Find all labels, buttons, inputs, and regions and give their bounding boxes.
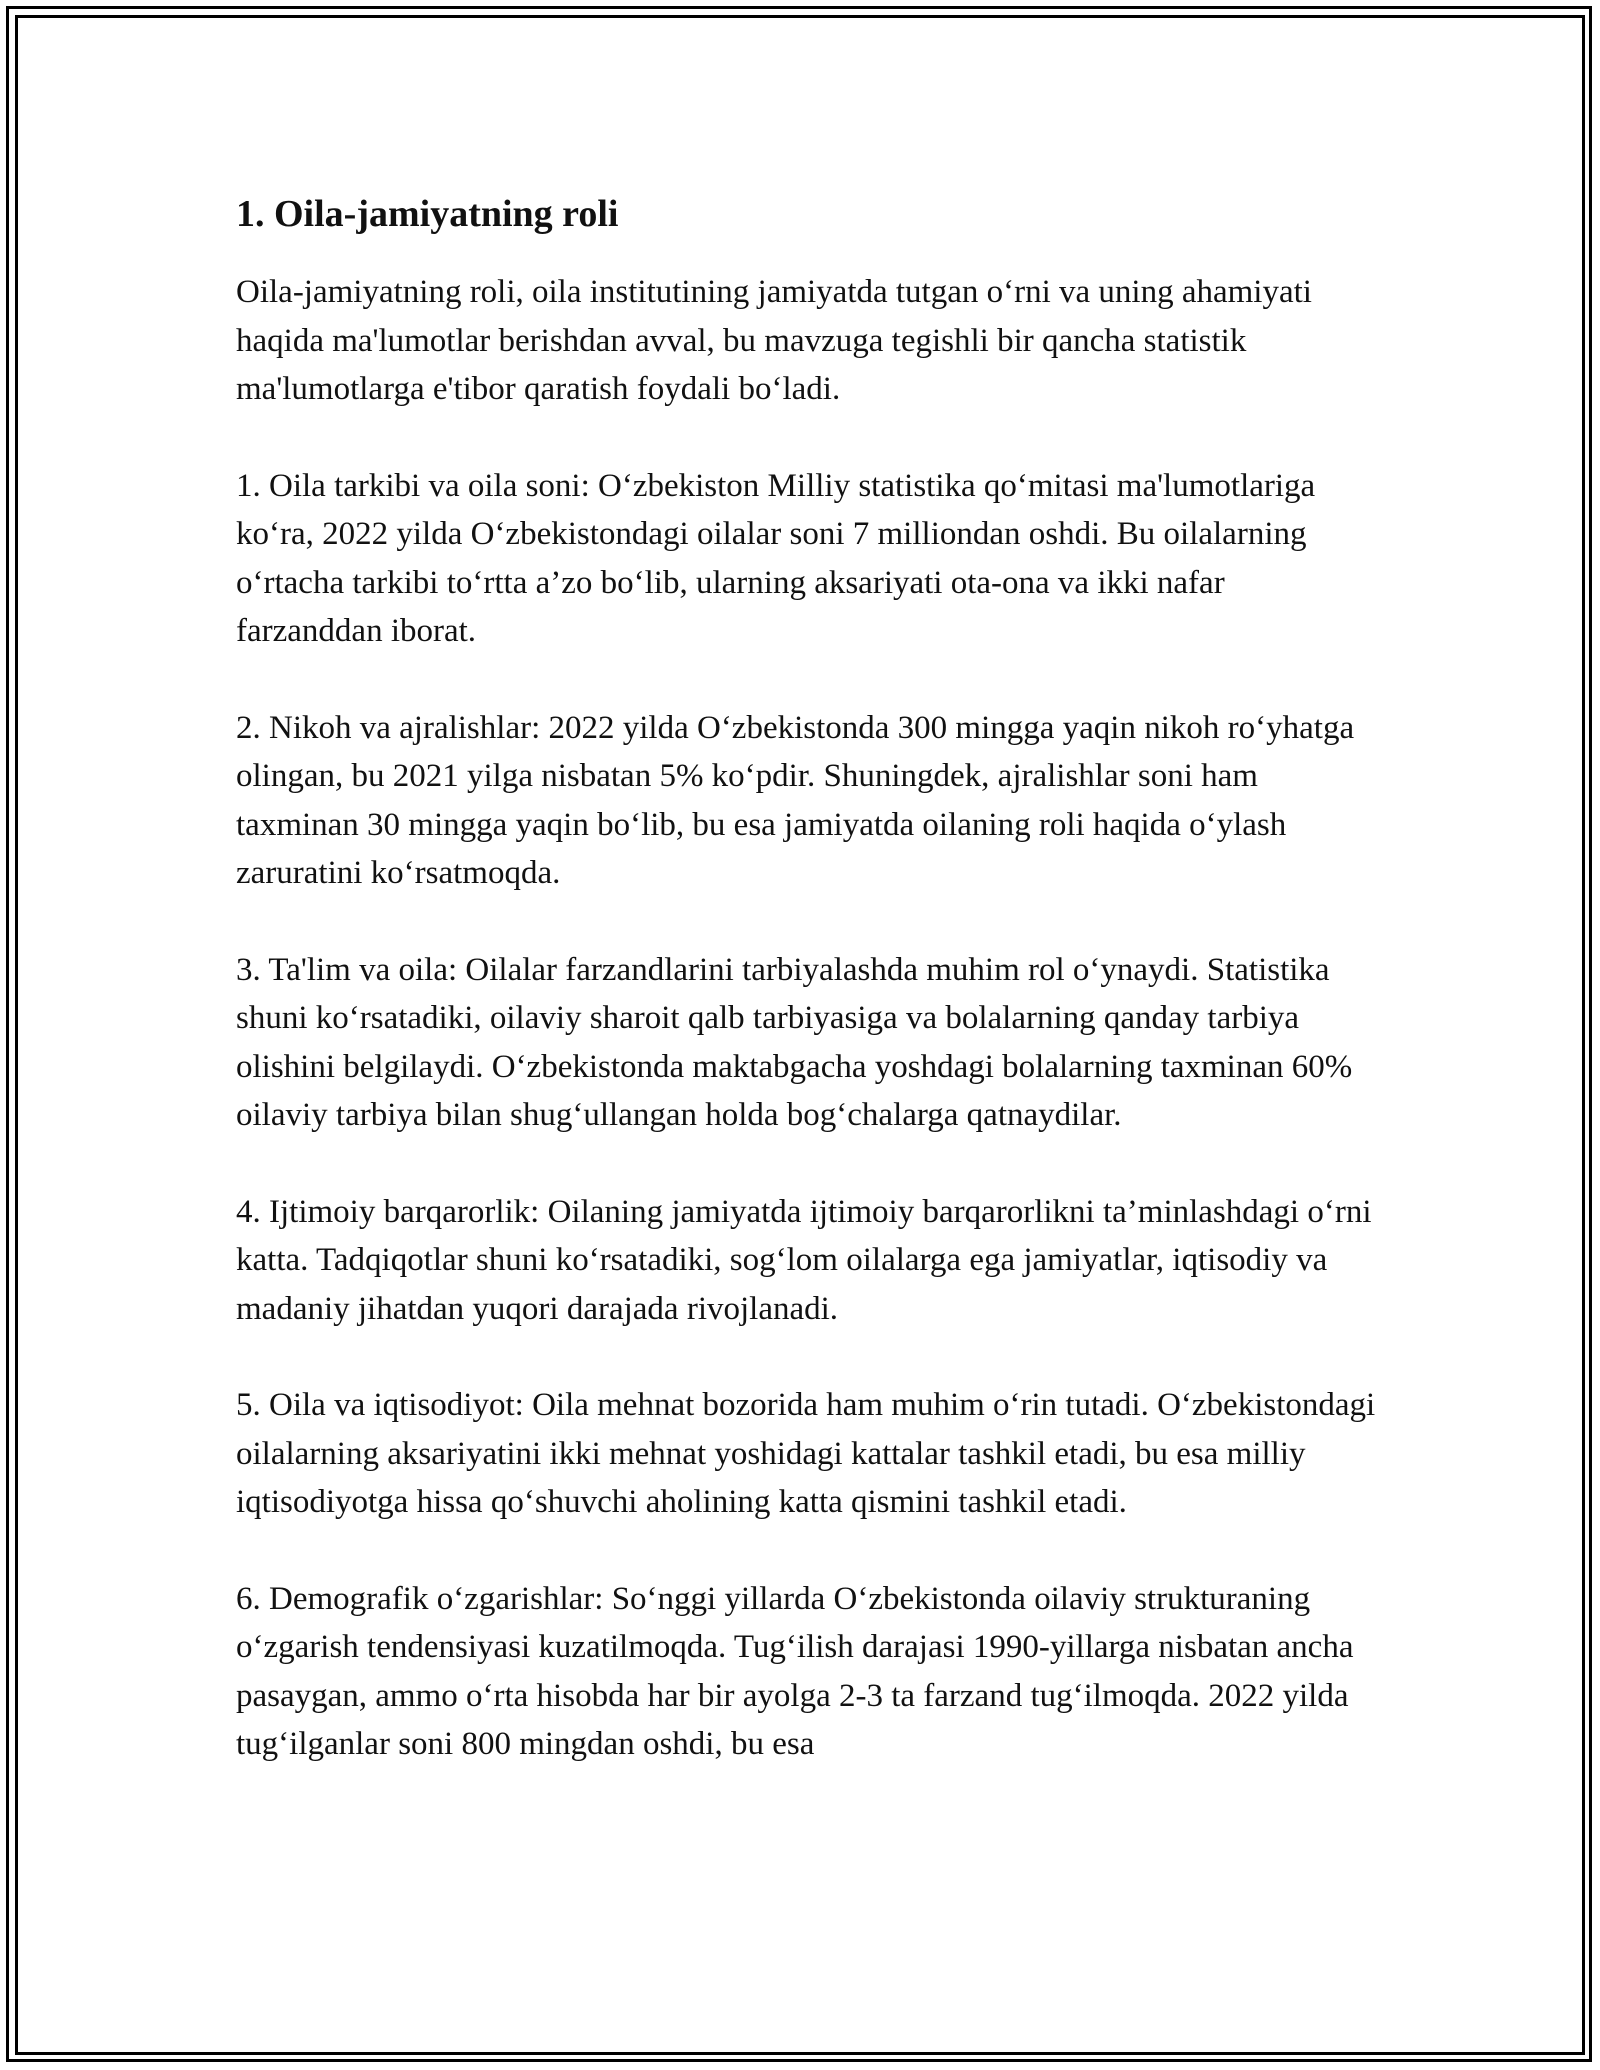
paragraph-family-economy: 5. Oila va iqtisodiyot: Oila mehnat bozorida ham muhim o‘rin tutadi. O‘zbekistondagi oilalarning aksariyatini ikki mehnat yoshidagi kattalar tashkil etadi, bu esa milliy iqtisodiyotga hissa qo‘shuvchi aholining katta qismini tashkil etadi. <box>236 1387 1376 1520</box>
paragraph-demographic-changes: 6. Demografik o‘zgarishlar: So‘nggi yillarda O‘zbekistonda oilaviy strukturaning o‘zgarish tendensiyasi kuzatilmoqda. Tug‘ilish darajasi 1990-yillarga nisbatan ancha pasaygan, ammo o‘rta hisobda har bir ayolga 2-3 ta farzand tug‘ilmoqda. 2022 yilda tug‘ilganlar soni 800 mingdan oshdi, bu esa <box>236 1580 1354 1762</box>
document-body <box>236 180 1376 1817</box>
section-heading: 1. Oila-jamiyatning roli <box>236 193 619 235</box>
paragraph-family-composition: 1. Oila tarkibi va oila soni: O‘zbekiston Milliy statistika qo‘mitasi ma'lumotlariga ko‘ra, 2022 yilda O‘zbekistondagi oilalar soni 7 milliondan oshdi. Bu oilalarning o‘rtacha tarkibi to‘rtta a’zo bo‘lib, ularning aksariyati ota-ona va ikki nafar farzanddan iborat. <box>236 467 1316 649</box>
paragraph-education-family: 3. Ta'lim va oila: Oilalar farzandlarini tarbiyalashda muhim rol o‘ynaydi. Statistika shuni ko‘rsatadiki, oilaviy sharoit qalb tarbiyasiga va bolalarning qanday tarbiya olishini belgilaydi. O‘zbekistonda maktabgacha yoshdagi bolalarning taxminan 60% oilaviy tarbiya bilan shug‘ullangan holda bog‘chalarga qatnaydilar. <box>236 951 1353 1133</box>
intro-paragraph: Oila-jamiyatning roli, oila institutining jamiyatda tutgan o‘rni va uning ahamiyati haqida ma'lumotlar berishdan avval, bu mavzuga tegishli bir qancha statistik ma'lumotlarga e'tibor qaratish foydali bo‘ladi. <box>236 274 1312 407</box>
paragraph-social-stability: 4. Ijtimoiy barqarorlik: Oilaning jamiyatda ijtimoiy barqarorlikni ta’minlashdagi o‘rni katta. Tadqiqotlar shuni ko‘rsatadiki, sog‘lom oilalarga ega jamiyatlar, iqtisodiy va madaniy jihatdan yuqori darajada rivojlanadi. <box>236 1193 1372 1327</box>
paragraph-marriage-divorce: 2. Nikoh va ajralishlar: 2022 yilda O‘zbekistonda 300 mingga yaqin nikoh ro‘yhatga olingan, bu 2021 yilga nisbatan 5% ko‘pdir. Shuningdek, ajralishlar soni ham taxminan 30 mingga yaqin bo‘lib, bu esa jamiyatda oilaning roli haqida o‘ylash zaruratini ko‘rsatmoqda. <box>236 709 1355 891</box>
